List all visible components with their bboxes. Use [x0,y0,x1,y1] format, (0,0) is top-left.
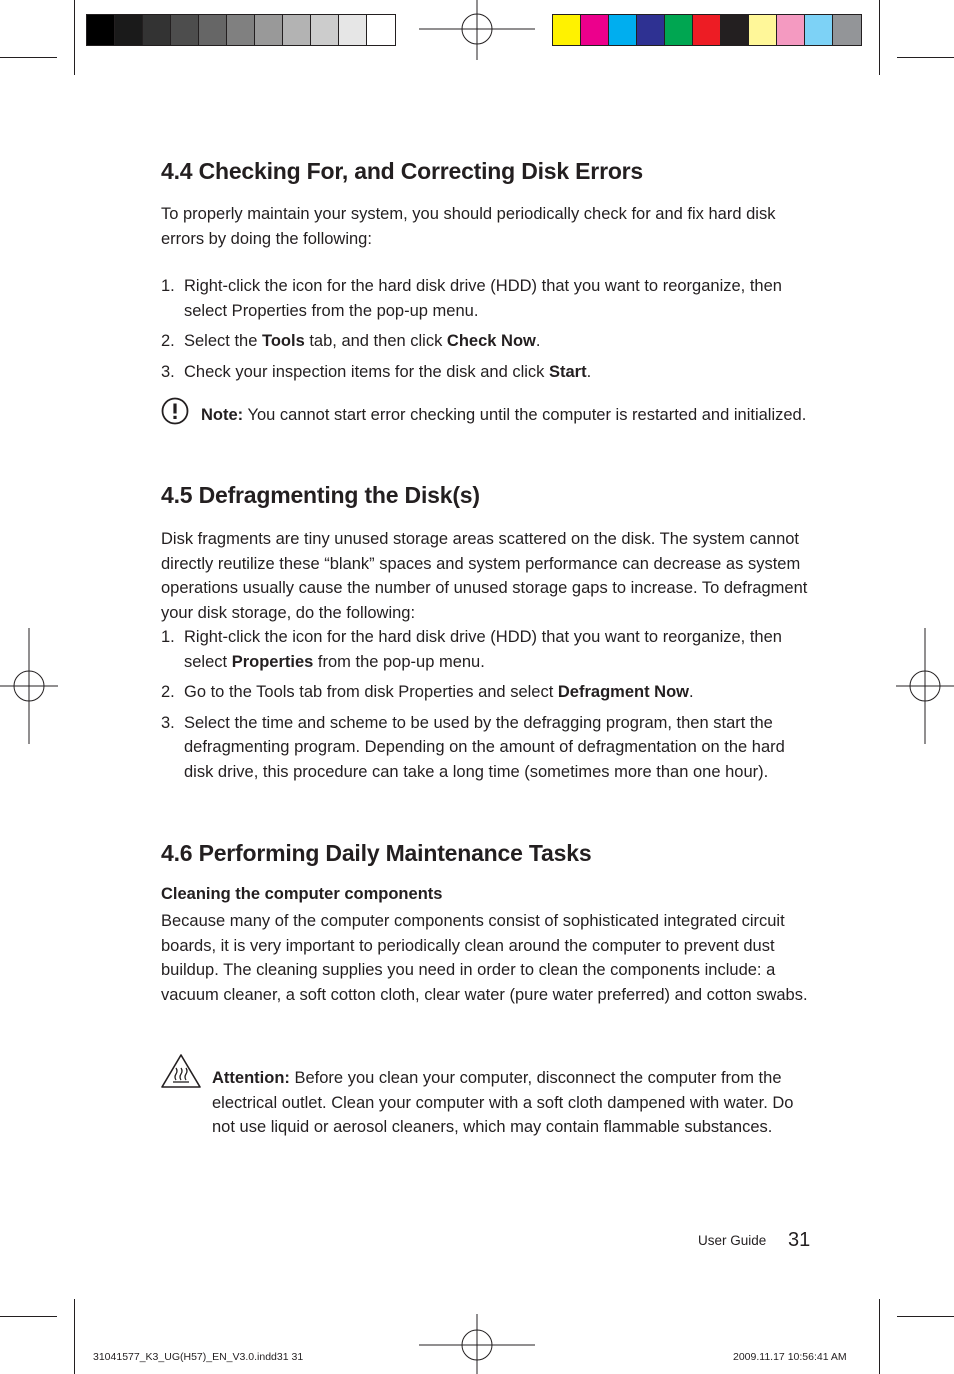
color-swatch [311,15,339,45]
section-title: 4.5 Defragmenting the Disk(s) [161,482,480,508]
properties-label: Properties [231,652,314,671]
color-swatch [199,15,227,45]
list-item [161,360,811,385]
section-title: 4.6 Performing Daily Maintenance Tasks [161,840,592,866]
section-title: 4.4 Checking For, and Correcting Disk Errors [161,158,644,184]
registration-mark-icon [0,628,58,744]
color-swatch [227,15,255,45]
crop-mark [879,1299,880,1374]
color-swatch [255,15,283,45]
color-swatch [805,15,833,45]
start-label: Start [549,362,587,381]
color-swatch [339,15,367,45]
color-swatch [665,15,693,45]
note-body: You cannot start error checking until the computer is restarted and initialized. [243,406,807,424]
color-swatch [115,15,143,45]
list-item [161,680,811,705]
hot-surface-warning-icon [160,1053,202,1089]
step-number: 2. [161,683,175,701]
section-disk-errors [161,158,811,390]
step-text: Go to the Tools tab from disk Properties and select [184,683,558,701]
registration-mark-icon [419,0,535,60]
crop-mark [897,57,954,58]
crop-mark [879,0,880,75]
color-swatch [693,15,721,45]
step-number: 1. [161,277,175,295]
section-defragmenting [161,482,811,790]
list-item [161,711,811,785]
step-text: . [689,683,694,701]
color-swatch [721,15,749,45]
list-item [161,274,811,323]
step-text: . [535,332,541,350]
crop-mark [74,0,75,75]
color-swatch [143,15,171,45]
section-intro: Disk fragments are tiny unused storage areas scattered on the disk. The system cannot directly reutilize these “blank” spaces and system performance can decrease as system operations usually cause the number of unused storage gaps to increase. To defragment your disk storage, do the following: [161,530,808,622]
color-swatch [553,15,581,45]
exclamation-circle-icon [161,397,189,425]
grayscale-color-bar [86,14,396,46]
step-number: 1. [161,628,175,646]
step-text: Select the [184,332,262,350]
step-text: Right-click the icon for the hard disk drive (HDD) that you want to reorganize, then select Properties from the pop-up menu. [184,277,782,320]
crop-mark [0,1316,57,1317]
steps-list [161,274,811,384]
note-label: Note: [201,406,244,424]
step-number: 2. [161,332,175,350]
list-item [161,625,811,674]
slug-timestamp: 2009.11.17 10:56:41 AM [733,1351,847,1363]
list-item [161,329,811,354]
color-swatch [777,15,805,45]
color-swatch [171,15,199,45]
step-number: 3. [161,362,175,381]
color-swatch [367,15,395,45]
subsection-heading: Cleaning the computer components [161,885,443,903]
defragment-now-label: Defragment Now [557,683,689,701]
section-intro: To properly maintain your system, you should periodically check for and fix hard disk errors by doing the following: [161,205,776,248]
step-text: Select the time and scheme to be used by the defragging program, then start the defragmenting program. Depending on the amount of defragmentation on the hard disk drive, this procedure can take a long time (sometimes more than one hour). [184,713,785,781]
color-swatch [749,15,777,45]
step-text: . [586,362,592,381]
step-text: Right-click the icon for the hard disk drive (HDD) that you want to reorganize, then select [184,628,782,671]
note-text [201,403,811,428]
tools-tab-label: Tools [261,332,305,350]
section-daily-maintenance [161,840,811,1007]
crop-mark [74,1299,75,1374]
step-number: 3. [161,713,175,732]
page-number: 31 [788,1229,811,1251]
step-text: from the pop-up menu. [313,652,485,671]
slug-filename: 31041577_K3_UG(H57)_EN_V3.0.indd31 31 [93,1351,304,1363]
color-swatch [609,15,637,45]
attention-label: Attention: [212,1069,290,1087]
step-text: Check your inspection items for the disk and click [184,362,549,381]
color-swatch [581,15,609,45]
color-swatch [833,15,861,45]
registration-mark-icon [419,1314,535,1374]
registration-mark-icon [896,628,954,744]
attention-body: Before you clean your computer, disconnect the computer from the electrical outlet. Clean your computer with a soft cloth dampened with water. Do not use liquid or aerosol cleaners, which may contain flammable substances. [212,1069,794,1136]
step-text: tab, and then click [304,332,447,350]
footer-label: User Guide [698,1233,767,1248]
crop-mark [897,1316,954,1317]
check-now-label: Check Now [446,332,536,350]
steps-list [161,625,811,784]
color-swatch [283,15,311,45]
section-body: Because many of the computer components consist of sophisticated integrated circuit boards, it is very important to periodically clean around the computer to prevent dust buildup. The cleaning supplies you need in order to clean the components include: a vacuum cleaner, a soft cotton cloth, clear water (pure water preferred) and cotton swabs. [161,912,808,1004]
attention-text [212,1066,812,1140]
process-color-bar [552,14,862,46]
color-swatch [637,15,665,45]
crop-mark [0,57,57,58]
color-swatch [87,15,115,45]
